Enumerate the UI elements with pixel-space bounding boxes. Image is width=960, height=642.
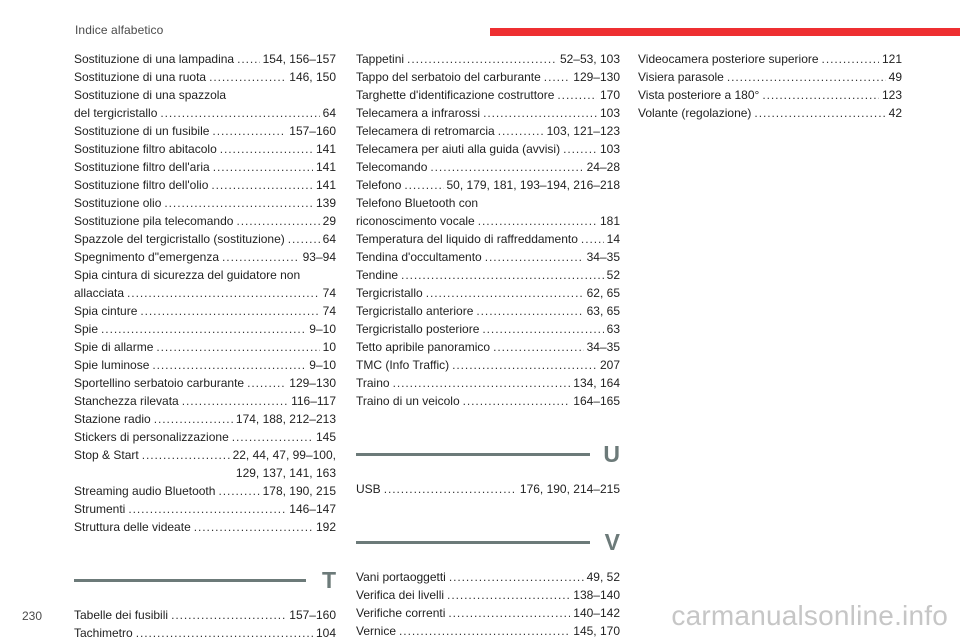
index-entry (74, 374, 336, 392)
index-entry (74, 606, 336, 624)
dot-leader (127, 284, 320, 302)
index-entry-pages: 29 (322, 214, 336, 228)
dot-leader (237, 50, 259, 68)
index-entry-label: Stickers di personalizzazione (74, 430, 229, 444)
index-entry-pages: 10 (322, 340, 336, 354)
index-entry-label: Sportellino serbatoio carburante (74, 376, 245, 390)
index-column-2 (356, 50, 620, 640)
index-entry-label-part: Spia cintura di sicurezza del guidatore non (74, 268, 301, 282)
index-entry (356, 266, 620, 284)
dot-leader (557, 86, 597, 104)
dot-leader (288, 230, 320, 248)
index-entry (356, 176, 620, 194)
index-entry (356, 586, 620, 604)
index-entry (74, 230, 336, 248)
index-entry (74, 68, 336, 86)
index-entry (74, 140, 336, 158)
index-entry-label: Tappetini (356, 52, 405, 66)
index-entry-label: del tergicristallo (74, 106, 158, 120)
index-entry-pages: 141 (315, 142, 336, 156)
index-entry (638, 86, 902, 104)
index-entry-line (74, 104, 336, 122)
index-entry-pages: 62, 65 (586, 286, 620, 300)
index-entry-pages: 123 (881, 88, 902, 102)
index-entry-label: Struttura delle videate (74, 520, 191, 534)
index-entry-line (74, 212, 336, 230)
index-entry-label: Sostituzione di una lampadina (74, 52, 235, 66)
index-column-3 (638, 50, 902, 122)
index-entry-line (638, 86, 902, 104)
index-entry-line (74, 356, 336, 374)
watermark-text: carmanualsonline.info (671, 600, 948, 631)
section-divider (356, 541, 590, 544)
dot-leader (220, 140, 313, 158)
index-entry-label: Tergicristallo anteriore (356, 304, 474, 318)
index-entry (356, 50, 620, 68)
index-entry (356, 320, 620, 338)
index-entry-line (74, 248, 336, 266)
index-entry-label: Targhette d'identificazione costruttore (356, 88, 555, 102)
index-entry (356, 302, 620, 320)
index-entry-label: Tergicristallo posteriore (356, 322, 480, 336)
index-entry-pages: 134, 164 (573, 376, 620, 390)
index-entry-label: Verifica dei livelli (356, 588, 445, 602)
index-entry-pages: 139 (315, 196, 336, 210)
index-entry-label: Videocamera posteriore superiore (638, 52, 819, 66)
index-entry-pages: 140–142 (573, 606, 620, 620)
index-entry-line (356, 302, 620, 320)
index-entry-label: Volante (regolazione) (638, 106, 752, 120)
dot-leader (563, 140, 597, 158)
index-entry-line (356, 622, 620, 640)
index-entry-line (638, 50, 902, 68)
index-entry-line (356, 586, 620, 604)
index-entry (74, 122, 336, 140)
dot-leader (236, 212, 319, 230)
index-entry (74, 302, 336, 320)
page-header-title: Indice alfabetico (75, 23, 164, 37)
index-entry-pages: 14 (606, 232, 620, 246)
index-entry-label: Stazione radio (74, 412, 151, 426)
index-entry-label: Telecamera a infrarossi (356, 106, 481, 120)
index-entry-pages: 141 (315, 178, 336, 192)
index-entry-line (356, 392, 620, 410)
index-entry-line (74, 140, 336, 158)
index-entry-line (356, 50, 620, 68)
index-entry-line (74, 122, 336, 140)
dot-leader (754, 104, 885, 122)
index-entry-pages: 145, 170 (573, 624, 620, 638)
index-entry-line (74, 194, 336, 212)
dot-leader (727, 68, 886, 86)
index-entry (638, 68, 902, 86)
index-entry-pages: 93–94 (302, 250, 336, 264)
index-entry-line (74, 68, 336, 86)
index-entry-label: Spie (74, 322, 99, 336)
index-entry (356, 568, 620, 586)
index-entry-pages: 138–140 (573, 588, 620, 602)
dot-leader (212, 122, 286, 140)
index-entry-label: allacciata (74, 286, 125, 300)
index-entry-pages: 64 (322, 106, 336, 120)
dot-leader (209, 68, 286, 86)
index-entry-line (74, 606, 336, 624)
index-entry-line (74, 410, 336, 428)
index-entry-pages: 141 (315, 160, 336, 174)
dot-leader (136, 624, 313, 642)
index-entry (356, 284, 620, 302)
index-entry-label: Vernice (356, 624, 397, 638)
dot-leader (426, 284, 584, 302)
index-entry-pages: 207 (599, 358, 620, 372)
dot-leader (401, 266, 604, 284)
index-entry-label: Sostituzione filtro dell'aria (74, 160, 210, 174)
index-entry-pages: 52–53, 103 (559, 52, 620, 66)
dot-leader (430, 158, 583, 176)
index-entry-label-part: Sostituzione di una spazzola (74, 88, 227, 102)
index-entry-pages-continued: 129, 137, 141, 163 (235, 466, 336, 480)
index-entry-line (356, 140, 620, 158)
index-entry (356, 392, 620, 410)
index-entry-pages: 164–165 (573, 394, 620, 408)
index-entry-pages: 74 (322, 286, 336, 300)
index-entry-pages: 154, 156–157 (262, 52, 336, 66)
dot-leader (384, 480, 517, 498)
dot-leader (171, 606, 286, 624)
index-entry-line (356, 320, 620, 338)
index-entry (74, 356, 336, 374)
index-entry-label: Vista posteriore a 180° (638, 88, 760, 102)
index-entry-pages: 103, 121–123 (546, 124, 620, 138)
index-entry-pages: 49 (888, 70, 902, 84)
index-column-1 (74, 50, 336, 642)
index-entry-label: Strumenti (74, 502, 126, 516)
section-header-v (356, 526, 620, 562)
index-entry (356, 338, 620, 356)
index-entry-line (74, 500, 336, 518)
index-entry-pages: 146–147 (289, 502, 336, 516)
index-entry-line (356, 230, 620, 248)
index-entry (74, 410, 336, 428)
index-entry-label: Stop & Start (74, 448, 139, 462)
dot-leader (544, 68, 570, 86)
dot-leader (194, 518, 313, 536)
index-entry-line (74, 230, 336, 248)
dot-leader (211, 176, 313, 194)
index-entry-pages: 176, 190, 214–215 (519, 482, 620, 496)
dot-leader (447, 586, 570, 604)
index-entry-label: Stanchezza rilevata (74, 394, 179, 408)
index-entry (74, 428, 336, 446)
section-divider (74, 579, 306, 582)
index-entry-pages: 22, 44, 47, 99–100, (232, 448, 336, 462)
index-entry-pages: 34–35 (586, 250, 620, 264)
index-entry-pages: 49, 52 (586, 570, 620, 584)
index-entry-label: Sostituzione di un fusibile (74, 124, 210, 138)
dot-leader (156, 338, 319, 356)
index-entry-label: Sostituzione olio (74, 196, 162, 210)
index-entry-pages: 9–10 (309, 358, 336, 372)
dot-leader (452, 356, 597, 374)
index-entry (356, 86, 620, 104)
index-entry (74, 212, 336, 230)
index-entry-label: Tetto apribile panoramico (356, 340, 491, 354)
index-entry-label: Sostituzione pila telecomando (74, 214, 234, 228)
index-entry-line (74, 428, 336, 446)
index-entry-line (74, 446, 336, 464)
index-entry-label: Telecomando (356, 160, 428, 174)
index-entry-label: Traino (356, 376, 390, 390)
index-entry-line (74, 320, 336, 338)
index-entry-line (356, 284, 620, 302)
index-entry-label: Sostituzione filtro dell'olio (74, 178, 209, 192)
index-entry-pages: 103 (599, 142, 620, 156)
section-header-u (356, 438, 620, 474)
dot-leader (140, 302, 319, 320)
index-entry-pages: 42 (888, 106, 902, 120)
index-entry-label: Visiera parasole (638, 70, 724, 84)
index-entry-pages: 9–10 (309, 322, 336, 336)
index-entry-pages: 50, 179, 181, 193–194, 216–218 (446, 178, 620, 192)
index-entry-label: Sostituzione filtro abitacolo (74, 142, 217, 156)
index-entry-label: Verifiche correnti (356, 606, 446, 620)
index-entry-label: Spegnimento d"emergenza (74, 250, 220, 264)
section-letter: V (604, 529, 620, 555)
index-entry-line (356, 176, 620, 194)
section-letter: T (321, 567, 336, 593)
index-entry-line (356, 248, 620, 266)
dot-leader (160, 104, 319, 122)
dot-leader (581, 230, 604, 248)
dot-leader (485, 248, 584, 266)
dot-leader (498, 122, 544, 140)
index-entry-label: Tergicristallo (356, 286, 423, 300)
index-entry-line (74, 176, 336, 194)
index-entry (356, 104, 620, 122)
index-entry-line (356, 604, 620, 622)
dot-leader (154, 410, 233, 428)
index-entry (74, 446, 336, 482)
index-entry (638, 104, 902, 122)
index-entry-label: Telefono (356, 178, 402, 192)
index-entry-label: Spia cinture (74, 304, 138, 318)
index-entry (74, 482, 336, 500)
dot-leader (164, 194, 313, 212)
dot-leader (222, 248, 300, 266)
dot-leader (448, 604, 570, 622)
index-entry-pages: 192 (315, 520, 336, 534)
index-entry (74, 158, 336, 176)
index-entry-pages: 63 (606, 322, 620, 336)
index-entry-label: TMC (Info Traffic) (356, 358, 450, 372)
dot-leader (128, 500, 286, 518)
index-entry-label: Spazzole del tergicristallo (sostituzione) (74, 232, 285, 246)
index-entry-label: Telecamera di retromarcia (356, 124, 495, 138)
index-entry-label: Streaming audio Bluetooth (74, 484, 216, 498)
index-entry-pages: 146, 150 (289, 70, 336, 84)
index-entry-pages: 170 (599, 88, 620, 102)
index-entry-pages: 74 (322, 304, 336, 318)
dot-leader (182, 392, 288, 410)
index-entry-pages: 24–28 (586, 160, 620, 174)
index-entry-line (74, 338, 336, 356)
index-entry-line (74, 158, 336, 176)
index-entry-label: Temperatura del liquido di raffreddamento (356, 232, 578, 246)
section-divider (356, 453, 590, 456)
index-entry (74, 392, 336, 410)
index-entry-pages: 178, 190, 215 (262, 484, 336, 498)
index-entry-label: Vani portaoggetti (356, 570, 446, 584)
dot-leader (404, 176, 443, 194)
index-entry-pages: 104 (315, 626, 336, 640)
index-entry (356, 248, 620, 266)
dot-leader (152, 356, 306, 374)
index-entry-label: Traino di un veicolo (356, 394, 460, 408)
index-entry (74, 176, 336, 194)
index-entry-label: Spie luminose (74, 358, 150, 372)
index-entry (356, 122, 620, 140)
index-entry-label: riconoscimento vocale (356, 214, 475, 228)
dot-leader (399, 622, 570, 640)
dot-leader (218, 482, 259, 500)
index-entry-label: USB (356, 482, 381, 496)
dot-leader (822, 50, 879, 68)
dot-leader (232, 428, 313, 446)
dot-leader (482, 320, 603, 338)
dot-leader (449, 568, 584, 586)
index-entry (74, 86, 336, 122)
dot-leader (407, 50, 557, 68)
index-entry (356, 140, 620, 158)
index-entry (74, 194, 336, 212)
index-entry-line (74, 374, 336, 392)
dot-leader (476, 302, 583, 320)
index-entry-line (74, 302, 336, 320)
index-entry-label: Sostituzione di una ruota (74, 70, 207, 84)
index-entry-line (356, 356, 620, 374)
index-entry-pages: 174, 188, 212–213 (235, 412, 336, 426)
index-entry-line (638, 68, 902, 86)
dot-leader (493, 338, 584, 356)
dot-leader (213, 158, 313, 176)
page-number: 230 (22, 609, 43, 623)
index-entry-pages: 181 (599, 214, 620, 228)
dot-leader (393, 374, 571, 392)
index-entry (74, 518, 336, 536)
dot-leader (762, 86, 879, 104)
index-entry-line (356, 338, 620, 356)
index-entry-pages: 103 (599, 106, 620, 120)
index-entry-pages: 121 (881, 52, 902, 66)
index-entry-label: Tachimetro (74, 626, 133, 640)
dot-leader (142, 446, 230, 464)
index-entry-line (356, 374, 620, 392)
index-entry-pages: 157–160 (289, 608, 336, 622)
index-entry (356, 604, 620, 622)
index-entry (356, 622, 620, 640)
dot-leader (478, 212, 597, 230)
dot-leader (483, 104, 597, 122)
index-entry (356, 230, 620, 248)
index-entry (356, 194, 620, 230)
index-entry-label: Tendine (356, 268, 399, 282)
index-entry-line (74, 284, 336, 302)
index-entry-line (356, 480, 620, 498)
index-entry (356, 480, 620, 498)
section-header-t (74, 564, 336, 600)
index-entry-label: Tendina d'occultamento (356, 250, 482, 264)
index-entry-line (74, 482, 336, 500)
dot-leader (247, 374, 286, 392)
index-entry (74, 266, 336, 302)
index-entry (74, 50, 336, 68)
index-entry-line (356, 104, 620, 122)
index-entry-label: Tabelle dei fusibili (74, 608, 169, 622)
index-entry-pages: 34–35 (586, 340, 620, 354)
index-entry (356, 356, 620, 374)
index-entry-line (74, 50, 336, 68)
index-entry (74, 320, 336, 338)
dot-leader (463, 392, 571, 410)
index-entry-label-part: Telefono Bluetooth con (356, 196, 479, 210)
index-entry-pages: 157–160 (289, 124, 336, 138)
index-entry-line (356, 568, 620, 586)
index-entry-line (74, 624, 336, 642)
index-entry (74, 248, 336, 266)
index-entry-line (356, 212, 620, 230)
index-entry-line (356, 68, 620, 86)
index-entry (638, 50, 902, 68)
index-entry-pages: 129–130 (573, 70, 620, 84)
index-entry-pages: 63, 65 (586, 304, 620, 318)
index-entry-line (356, 158, 620, 176)
index-entry-line (74, 392, 336, 410)
index-entry-line (356, 266, 620, 284)
section-letter: U (603, 441, 620, 467)
dot-leader (101, 320, 306, 338)
index-entry (356, 374, 620, 392)
index-entry-line (638, 104, 902, 122)
index-entry (356, 68, 620, 86)
index-entry (74, 338, 336, 356)
index-entry (74, 624, 336, 642)
index-entry-label: Spie di allarme (74, 340, 154, 354)
header-accent-bar (490, 28, 960, 36)
index-entry-label: Tappo del serbatoio del carburante (356, 70, 541, 84)
index-entry-line (74, 518, 336, 536)
index-entry (74, 500, 336, 518)
index-entry-line (356, 122, 620, 140)
index-entry-pages: 145 (315, 430, 336, 444)
index-entry-line (356, 86, 620, 104)
index-entry-pages: 129–130 (289, 376, 336, 390)
index-entry-pages: 52 (606, 268, 620, 282)
index-entry-pages: 116–117 (291, 394, 336, 408)
index-entry-pages: 64 (322, 232, 336, 246)
index-entry (356, 158, 620, 176)
index-entry-label: Telecamera per aiuti alla guida (avvisi) (356, 142, 561, 156)
